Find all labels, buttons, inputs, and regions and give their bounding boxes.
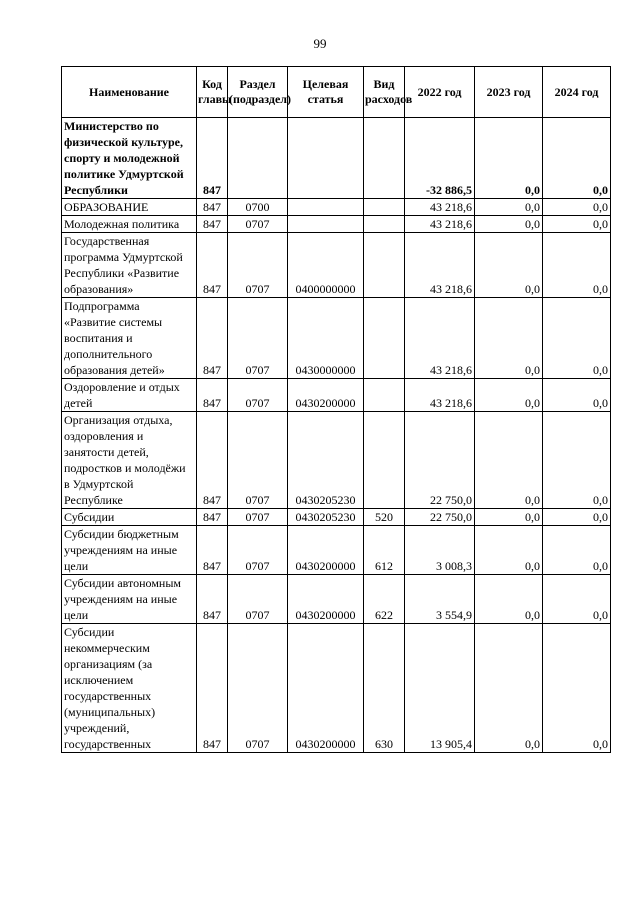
- row-2022-cell: -32 886,5: [405, 118, 475, 199]
- row-name-cell: Субсидии: [62, 509, 197, 526]
- row-article-cell: 0430200000: [288, 624, 364, 753]
- row-section-cell: 0707: [228, 298, 288, 379]
- row-name-cell: Субсидии бюджетным учреждениям на иные цели: [62, 526, 197, 575]
- row-2022-cell: 22 750,0: [405, 412, 475, 509]
- row-article-cell: 0430200000: [288, 526, 364, 575]
- row-2024-cell: 0,0: [543, 233, 611, 298]
- page-number: 99: [313, 36, 327, 51]
- row-2023-cell: 0,0: [475, 118, 543, 199]
- table-row: [62, 575, 611, 624]
- row-2023-cell: 0,0: [475, 216, 543, 233]
- row-code-cell: 847: [197, 575, 228, 624]
- row-2023-cell: 0,0: [475, 379, 543, 412]
- row-type-cell: 622: [364, 575, 405, 624]
- row-article-cell: 0400000000: [288, 233, 364, 298]
- row-2022-cell: 22 750,0: [405, 509, 475, 526]
- row-2024-cell: 0,0: [543, 118, 611, 199]
- header-2024: 2024 год: [543, 67, 611, 118]
- row-code-cell: 847: [197, 118, 228, 199]
- row-2022-cell: 43 218,6: [405, 216, 475, 233]
- row-2024-cell: 0,0: [543, 526, 611, 575]
- row-name-cell: ОБРАЗОВАНИЕ: [62, 199, 197, 216]
- table-row: [62, 233, 611, 298]
- row-article-cell: 0430205230: [288, 509, 364, 526]
- row-code-cell: 847: [197, 233, 228, 298]
- row-2022-cell: 3 554,9: [405, 575, 475, 624]
- table-row: [62, 216, 611, 233]
- row-article-cell: [288, 199, 364, 216]
- row-name-cell: Оздоровление и отдых детей: [62, 379, 197, 412]
- row-article-cell: [288, 216, 364, 233]
- header-code: Код главы: [197, 67, 228, 118]
- row-2023-cell: 0,0: [475, 412, 543, 509]
- row-section-cell: 0707: [228, 233, 288, 298]
- table-row: [62, 298, 611, 379]
- table-row: [62, 412, 611, 509]
- row-2024-cell: 0,0: [543, 509, 611, 526]
- table-row: [62, 624, 611, 753]
- row-type-cell: 520: [364, 509, 405, 526]
- header-article: Целевая статья: [288, 67, 364, 118]
- header-type: Вид расходов: [364, 67, 405, 118]
- table-row: [62, 379, 611, 412]
- row-code-cell: 847: [197, 526, 228, 575]
- row-article-cell: 0430205230: [288, 412, 364, 509]
- row-code-cell: 847: [197, 379, 228, 412]
- row-article-cell: 0430200000: [288, 575, 364, 624]
- row-article-cell: 0430200000: [288, 379, 364, 412]
- row-2023-cell: 0,0: [475, 624, 543, 753]
- row-section-cell: 0700: [228, 199, 288, 216]
- row-2024-cell: 0,0: [543, 624, 611, 753]
- row-code-cell: 847: [197, 509, 228, 526]
- row-name-cell: Министерство по физической культуре, спорту и молодежной политике Удмуртской Республики: [62, 118, 197, 199]
- row-type-cell: [364, 199, 405, 216]
- row-2024-cell: 0,0: [543, 412, 611, 509]
- row-2022-cell: 43 218,6: [405, 233, 475, 298]
- row-code-cell: 847: [197, 216, 228, 233]
- row-type-cell: [364, 412, 405, 509]
- row-section-cell: 0707: [228, 412, 288, 509]
- row-type-cell: [364, 216, 405, 233]
- row-code-cell: 847: [197, 624, 228, 753]
- row-code-cell: 847: [197, 199, 228, 216]
- row-2023-cell: 0,0: [475, 233, 543, 298]
- row-2022-cell: 43 218,6: [405, 379, 475, 412]
- row-2023-cell: 0,0: [475, 575, 543, 624]
- header-2023: 2023 год: [475, 67, 543, 118]
- row-article-cell: 0430000000: [288, 298, 364, 379]
- row-code-cell: 847: [197, 412, 228, 509]
- header-name: Наименование: [62, 67, 197, 118]
- table-row: [62, 118, 611, 199]
- table-row: [62, 526, 611, 575]
- row-2022-cell: 43 218,6: [405, 199, 475, 216]
- row-2024-cell: 0,0: [543, 216, 611, 233]
- row-type-cell: 630: [364, 624, 405, 753]
- row-name-cell: Молодежная политика: [62, 216, 197, 233]
- row-2023-cell: 0,0: [475, 509, 543, 526]
- row-2022-cell: 13 905,4: [405, 624, 475, 753]
- header-2022: 2022 год: [405, 67, 475, 118]
- row-section-cell: 0707: [228, 509, 288, 526]
- budget-table: [61, 66, 611, 753]
- row-2024-cell: 0,0: [543, 298, 611, 379]
- row-2022-cell: 43 218,6: [405, 298, 475, 379]
- row-2023-cell: 0,0: [475, 526, 543, 575]
- row-name-cell: Субсидии автономным учреждениям на иные цели: [62, 575, 197, 624]
- table-row: [62, 199, 611, 216]
- row-type-cell: [364, 298, 405, 379]
- header-row: [62, 67, 611, 118]
- row-name-cell: Подпрограмма «Развитие системы воспитания и дополнительного образования детей»: [62, 298, 197, 379]
- row-name-cell: Организация отдыха, оздоровления и занятости детей, подростков и молодёжи в Удмуртской Республике: [62, 412, 197, 509]
- table-row: [62, 509, 611, 526]
- row-type-cell: 612: [364, 526, 405, 575]
- row-type-cell: [364, 379, 405, 412]
- row-article-cell: [288, 118, 364, 199]
- row-2024-cell: 0,0: [543, 575, 611, 624]
- row-type-cell: [364, 233, 405, 298]
- header-section: Раздел (подраздел): [228, 67, 288, 118]
- row-section-cell: 0707: [228, 526, 288, 575]
- row-2023-cell: 0,0: [475, 199, 543, 216]
- row-2022-cell: 3 008,3: [405, 526, 475, 575]
- row-section-cell: [228, 118, 288, 199]
- row-section-cell: 0707: [228, 379, 288, 412]
- row-2023-cell: 0,0: [475, 298, 543, 379]
- row-2024-cell: 0,0: [543, 199, 611, 216]
- row-section-cell: 0707: [228, 216, 288, 233]
- row-section-cell: 0707: [228, 575, 288, 624]
- row-section-cell: 0707: [228, 624, 288, 753]
- row-type-cell: [364, 118, 405, 199]
- row-2024-cell: 0,0: [543, 379, 611, 412]
- row-name-cell: Субсидии некоммерческим организациям (за исключением государственных (муниципальных) учреждений, государственных: [62, 624, 197, 753]
- row-code-cell: 847: [197, 298, 228, 379]
- row-name-cell: Государственная программа Удмуртской Республики «Развитие образования»: [62, 233, 197, 298]
